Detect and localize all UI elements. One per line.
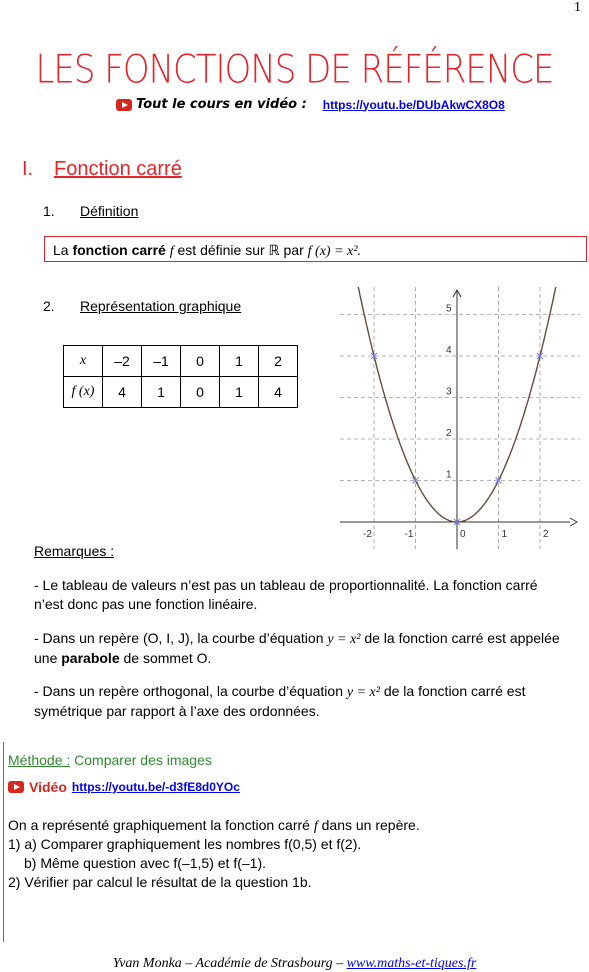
table-row [64,346,298,377]
exercise-line-2: 1) a) Comparer graphiquement les nombres f(0,5) et f(2). [8,836,362,852]
y-tick-label: 1 [446,469,452,481]
definition-bold: fonction carré [72,242,166,258]
page-footer [0,956,589,972]
remark-2-b: de la fonction carré est appelée une [34,630,560,666]
video-label: Vidéo [29,779,67,795]
course-video-link[interactable]: https://youtu.be/DUbAkwCX8O8 [322,97,505,112]
subsection-title: Définition [80,203,139,219]
method-heading [8,752,212,768]
method-side-bar [3,742,4,942]
method-video-line [8,779,240,795]
course-video-label: Tout le cours en vidéo : [136,97,307,112]
definition-formula: f (x) = x². [307,244,361,259]
subsection-number: 1. [43,203,55,219]
exercise-line-1-a: On a représenté graphiquement la fonction carré [8,817,314,833]
subsection-title: Représentation graphique [80,298,242,314]
remark-2-c: de sommet O. [119,650,212,666]
value-table [63,345,298,408]
table-row [64,377,298,408]
remark-3-b: de la fonction carré est symétrique par rapport à l’axe des ordonnées. [34,683,526,719]
page-title: LES FONCTIONS DE RÉFÉRENCE [35,47,554,93]
exercise-line-1 [8,816,420,836]
chart-axes [340,290,577,549]
remark-2-equation: y = x² [327,632,361,647]
section-title: Fonction carré [54,158,182,180]
course-video-line [116,97,505,112]
x-axis-arrow [570,518,577,526]
footer-text: Yvan Monka – Académie de Strasbourg – [112,956,347,971]
section-number: I. [22,158,34,180]
subsection-number: 2. [43,298,55,314]
y-tick-label: 4 [446,345,452,356]
x-tick-label: 1 [501,529,508,540]
remarks-heading: Remarques : [34,543,115,559]
table-cell: 0 [181,346,220,377]
table-cell: 4 [103,377,142,408]
definition-f: f [169,244,174,259]
table-header-x: x [64,346,103,377]
x-tick-label: 2 [543,529,549,540]
y-tick-label: 2 [446,428,452,439]
youtube-play-icon[interactable] [116,99,132,111]
section-heading [22,158,182,181]
remark-3-equation: y = x² [346,685,380,700]
method-video-link[interactable]: https://youtu.be/-d3fE8d0YOc [71,780,240,794]
exercise-line-1-b: dans un repère. [317,817,420,833]
x-tick-label: -2 [363,529,372,540]
exercise-line-4: 2) Vérifier par calcul le résultat de la question 1b. [8,874,312,890]
remark-2 [34,629,566,668]
parabola-chart [340,287,580,549]
method-label: Méthode : [8,752,71,768]
definition-mid: est définie sur ℝ par [173,242,308,258]
page-number: 1 [574,0,581,15]
table-cell: 2 [259,346,298,377]
table-cell: –2 [103,346,142,377]
footer-link[interactable]: www.maths-et-tiques.fr [346,956,477,971]
y-tick-label: 5 [446,303,452,315]
method-title: Comparer des images [70,752,212,768]
subsection-definition [43,203,138,219]
remark-3 [34,682,566,721]
x-tick-label: -1 [404,529,414,540]
youtube-play-icon[interactable] [8,781,24,793]
table-cell: 1 [220,346,259,377]
exercise-f: f [313,819,318,834]
definition-box [44,236,587,262]
table-cell: 4 [259,377,298,408]
x-tick-label: 0 [460,529,466,540]
chart-grid [340,287,580,549]
table-header-fx: f (x) [64,377,103,408]
subsection-graph [43,298,241,314]
remark-3-a: - Dans un repère orthogonal, la courbe d’équation [34,683,347,699]
remark-2-bold: parabole [61,650,120,666]
table-cell: 1 [220,377,259,408]
remark-1: - Le tableau de valeurs n’est pas un tableau de proportionnalité. La fonction carré n’est donc pas une fonction linéaire. [34,577,538,612]
table-cell: 1 [142,377,181,408]
definition-pre: La [53,242,73,258]
remark-2-a: - Dans un repère (O, I, J), la courbe d’équation [34,630,328,646]
exercise-line-3: b) Même question avec f(–1,5) et f(–1). [24,855,266,871]
y-tick-label: 3 [446,386,452,398]
table-cell: –1 [142,346,181,377]
table-cell: 0 [181,377,220,408]
